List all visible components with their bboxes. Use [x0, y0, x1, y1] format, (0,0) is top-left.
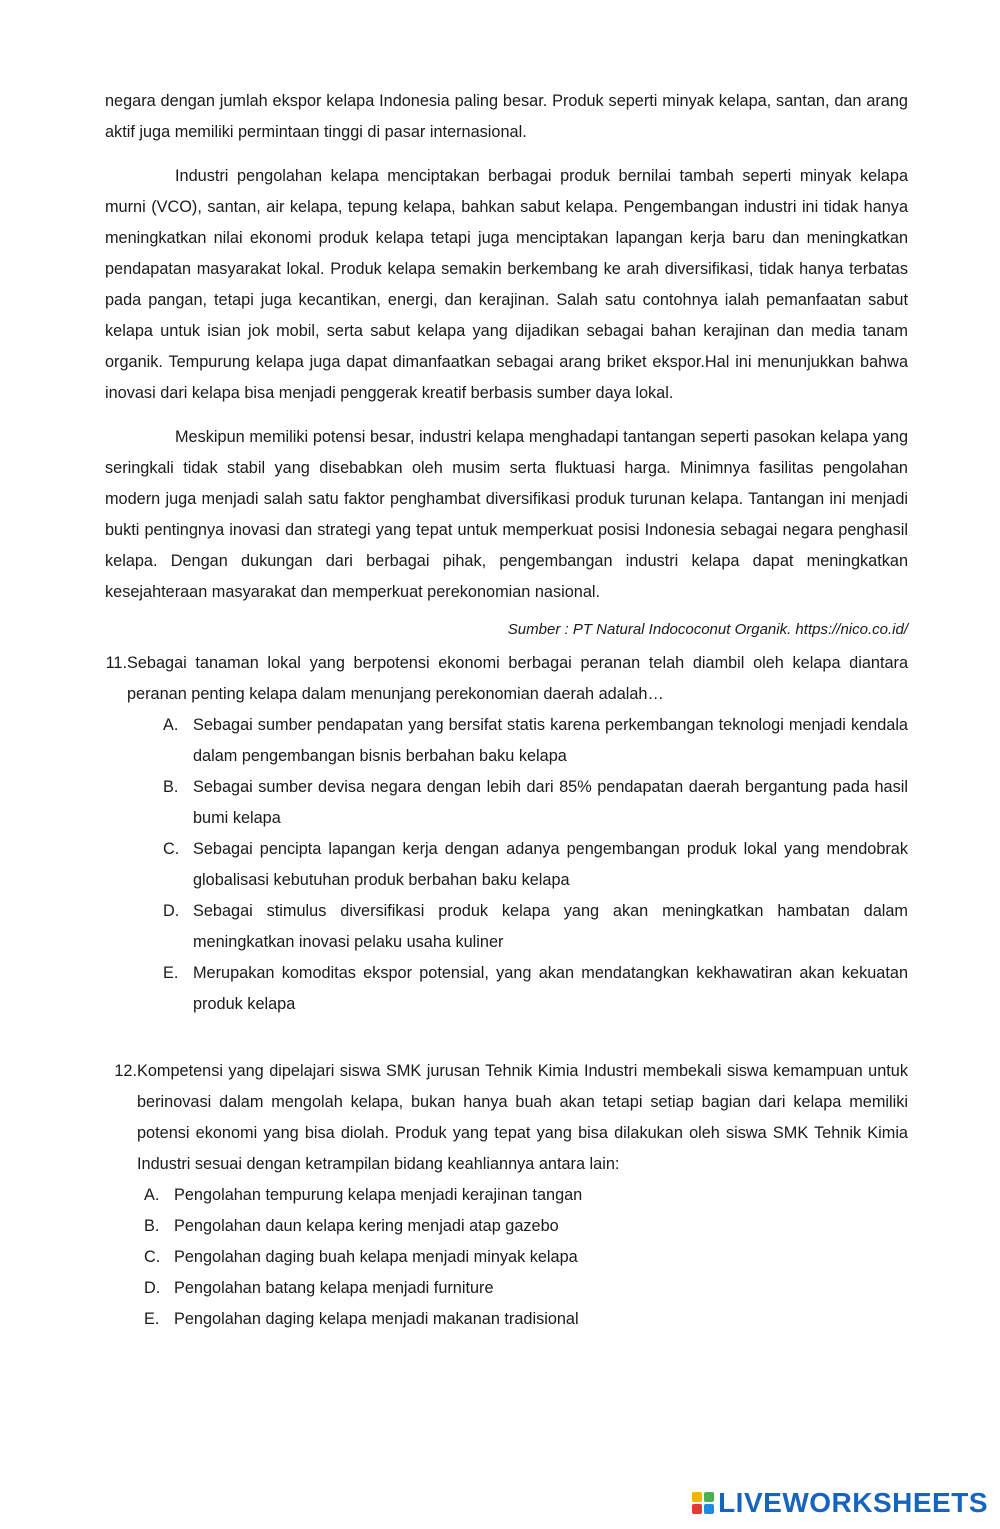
option-a[interactable] [144, 1180, 908, 1211]
option-c[interactable] [144, 1242, 908, 1273]
question-12 [105, 1056, 908, 1335]
option-text: Pengolahan daging kelapa menjadi makanan tradisional [174, 1310, 579, 1328]
logo-tile [692, 1492, 702, 1502]
paragraph-3: Meskipun memiliki potensi besar, industri kelapa menghadapi tantangan seperti pasokan kelapa yang seringkali tidak stabil yang disebabkan oleh musim serta fluktuasi harga. Minimnya fasilitas pengolahan modern juga menjadi salah satu faktor penghambat diversifikasi produk turunan kelapa. Tantangan ini menjadi bukti pentingnya inovasi dan strategi yang tepat untuk memperkuat posisi Indonesia sebagai negara penghasil kelapa. Dengan dukungan dari berbagai pihak, pengembangan industri kelapa dapat meningkatkan kesejahteraan masyarakat dan memperkuat perekonomian nasional. [105, 428, 908, 601]
question-number: 11. [105, 654, 127, 672]
option-letter: B. [163, 778, 179, 796]
option-text: Sebagai sumber devisa negara dengan lebih dari 85% pendapatan daerah bergantung pada hasil bumi kelapa [193, 778, 908, 827]
question-text: Sebagai tanaman lokal yang berpotensi ekonomi berbagai peranan telah diambil oleh kelapa diantara peranan penting kelapa dalam menunjang perekonomian daerah adalah… [127, 654, 908, 703]
paragraph-2: Industri pengolahan kelapa menciptakan berbagai produk bernilai tambah seperti minyak kelapa murni (VCO), santan, air kelapa, tepung kelapa, bahkan sabut kelapa. Pengembangan industri ini tidak hanya meningkatkan nilai ekonomi produk kelapa tetapi juga menciptakan lapangan kerja baru dan meningkatkan pendapatan masyarakat lokal. Produk kelapa semakin berkembang ke arah diversifikasi, tidak hanya terbatas pada pangan, tetapi juga kecantikan, energi, dan kerajinan. Salah satu contohnya ialah pemanfaatan sabut kelapa untuk isian jok mobil, serta sabut kelapa yang dijadikan sebagai bahan kerajinan dan media tanam organik. Tempurung kelapa juga dapat dimanfaatkan sebagai arang briket ekspor.Hal ini menunjukkan bahwa inovasi dari kelapa bisa menjadi penggerak kreatif berbasis sumber daya lokal. [105, 167, 908, 402]
option-e[interactable] [144, 1304, 908, 1335]
option-letter: A. [144, 1186, 160, 1204]
option-text: Pengolahan daun kelapa kering menjadi atap gazebo [174, 1217, 559, 1235]
source-citation: Sumber : PT Natural Indococonut Organik. https://nico.co.id/ [507, 621, 908, 638]
option-text: Pengolahan daging buah kelapa menjadi minyak kelapa [174, 1248, 578, 1266]
liveworksheets-logo [692, 1487, 988, 1519]
logo-tile [704, 1504, 714, 1514]
question-text: Kompetensi yang dipelajari siswa SMK jurusan Tehnik Kimia Industri membekali siswa kemampuan untuk berinovasi dalam mengolah kelapa, bukan hanya buah akan tetapi setiap bagian dari kelapa memiliki potensi ekonomi yang bisa diolah. Produk yang tepat yang bisa dilakukan oleh siswa SMK Tehnik Kimia Industri sesuai dengan ketrampilan bidang keahliannya antara lain: [137, 1062, 908, 1173]
document-body [105, 86, 908, 1335]
option-letter: A. [163, 716, 179, 734]
answer-options [144, 1180, 908, 1335]
option-c[interactable] [163, 834, 908, 896]
option-letter: B. [144, 1217, 160, 1235]
option-letter: D. [163, 902, 180, 920]
option-a[interactable] [163, 710, 908, 772]
option-text: Sebagai pencipta lapangan kerja dengan adanya pengembangan produk lokal yang mendobrak globalisasi kebutuhan produk berbahan baku kelapa [193, 840, 908, 889]
option-b[interactable] [144, 1211, 908, 1242]
brand-name: LIVEWORKSHEETS [718, 1487, 988, 1518]
answer-options [163, 710, 908, 1020]
logo-tile [704, 1492, 714, 1502]
option-letter: D. [144, 1279, 161, 1297]
option-b[interactable] [163, 772, 908, 834]
logo-tile [692, 1504, 702, 1514]
option-letter: E. [163, 964, 179, 982]
option-letter: C. [163, 840, 180, 858]
option-text: Sebagai sumber pendapatan yang bersifat statis karena perkembangan teknologi menjadi kendala dalam pengembangan bisnis berbahan baku kelapa [193, 716, 908, 765]
option-text: Pengolahan tempurung kelapa menjadi kerajinan tangan [174, 1186, 583, 1204]
option-letter: E. [144, 1310, 160, 1328]
option-d[interactable] [163, 896, 908, 958]
option-d[interactable] [144, 1273, 908, 1304]
question-11 [93, 648, 908, 1020]
liveworksheets-logo-icon [692, 1492, 714, 1514]
paragraph-1: negara dengan jumlah ekspor kelapa Indonesia paling besar. Produk seperti minyak kelapa, santan, dan arang aktif juga memiliki permintaan tinggi di pasar internasional. [105, 92, 908, 141]
option-text: Sebagai stimulus diversifikasi produk kelapa yang akan meningkatkan hambatan dalam meningkatkan inovasi pelaku usaha kuliner [193, 902, 908, 951]
question-number: 12. [114, 1062, 137, 1080]
option-letter: C. [144, 1248, 161, 1266]
option-e[interactable] [163, 958, 908, 1020]
option-text: Pengolahan batang kelapa menjadi furniture [174, 1279, 494, 1297]
option-text: Merupakan komoditas ekspor potensial, yang akan mendatangkan kekhawatiran akan kekuatan produk kelapa [193, 964, 908, 1013]
